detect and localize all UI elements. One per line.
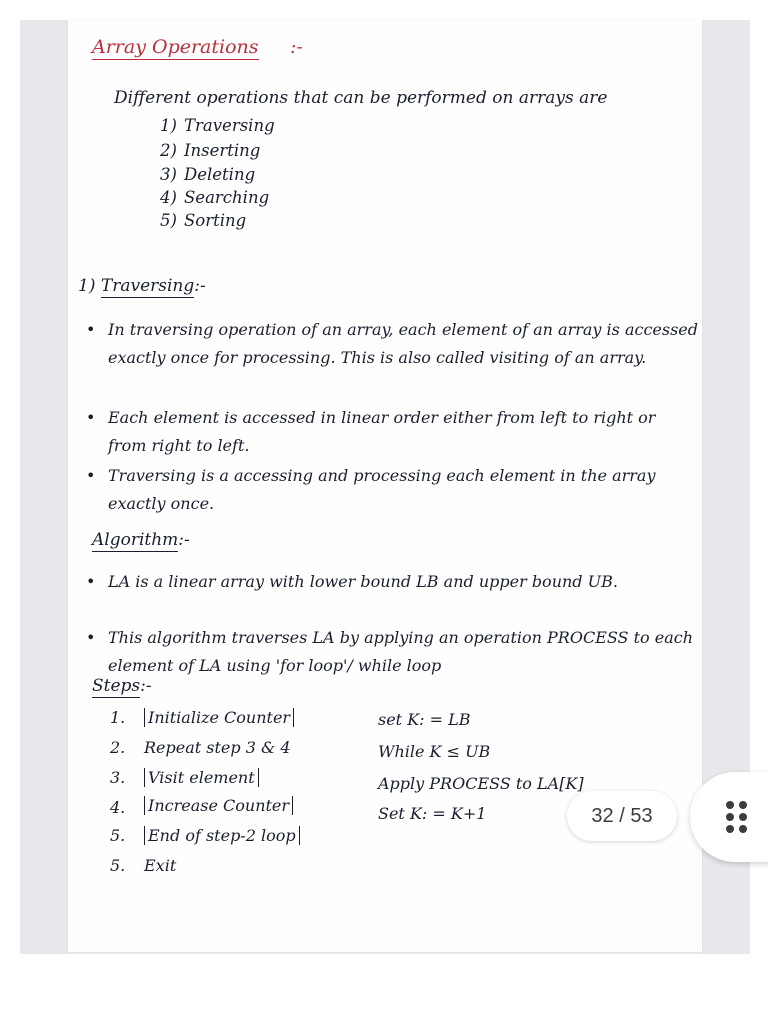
section-number: 1) (78, 276, 96, 296)
step-code: Set K: = K+1 (378, 804, 487, 823)
section-suffix: :- (194, 276, 206, 296)
step-code: set K: = LB (378, 710, 471, 729)
bullet-point: • LA is a linear array with lower bound LB and upper bound UB. (86, 572, 618, 591)
step-code: Apply PROCESS to LA[K] (378, 774, 584, 793)
step-number: 3. (110, 768, 126, 787)
bullet-point: • Traversing is a accessing and processing each element in the array exactly once. (86, 466, 656, 513)
bullet-point: • In traversing operation of an array, each element of an array is accessed exactly once for processing. This is also called visiting of an array. (86, 320, 698, 367)
algorithm-suffix: :- (178, 530, 190, 550)
operation-item: 5) Sorting (160, 211, 247, 230)
step-number: 2. (110, 738, 126, 757)
algorithm-title: Algorithm (92, 530, 179, 550)
section-heading-traversing (78, 276, 206, 296)
algorithm-heading (92, 530, 190, 550)
operation-item: 1) Traversing (160, 116, 275, 135)
step-description: Initialize Counter (144, 708, 294, 727)
step-description: Repeat step 3 & 4 (144, 738, 291, 757)
steps-heading (92, 676, 152, 696)
step-number: 5. (110, 826, 126, 845)
step-description: Increase Counter (144, 796, 293, 815)
page-title: Array Operations (92, 36, 259, 58)
operation-item: 2) Inserting (160, 141, 261, 160)
section-title: Traversing (100, 276, 195, 296)
step-description: Exit (144, 856, 177, 875)
step-number: 5. (110, 856, 126, 875)
steps-suffix: :- (140, 676, 152, 696)
operation-item: 4) Searching (160, 188, 270, 207)
step-number: 4. (110, 798, 126, 817)
step-number: 1. (110, 708, 126, 727)
steps-title: Steps (92, 676, 141, 696)
operation-item: 3) Deleting (160, 165, 256, 184)
bullet-point: • This algorithm traverses LA by applying an operation PROCESS to each element of LA using 'for loop'/ while loop (86, 628, 694, 675)
bullet-point: • Each element is accessed in linear order either from left to right or from right to left. (86, 408, 656, 455)
page-counter[interactable]: 32 / 53 (567, 791, 677, 841)
step-description: Visit element (144, 768, 259, 787)
title-suffix: :- (290, 36, 303, 58)
step-description: End of step-2 loop (144, 826, 300, 845)
intro-text: Different operations that can be performed on arrays are (114, 88, 608, 108)
grid-dots-icon (726, 801, 748, 833)
step-code: While K ≤ UB (378, 742, 491, 761)
